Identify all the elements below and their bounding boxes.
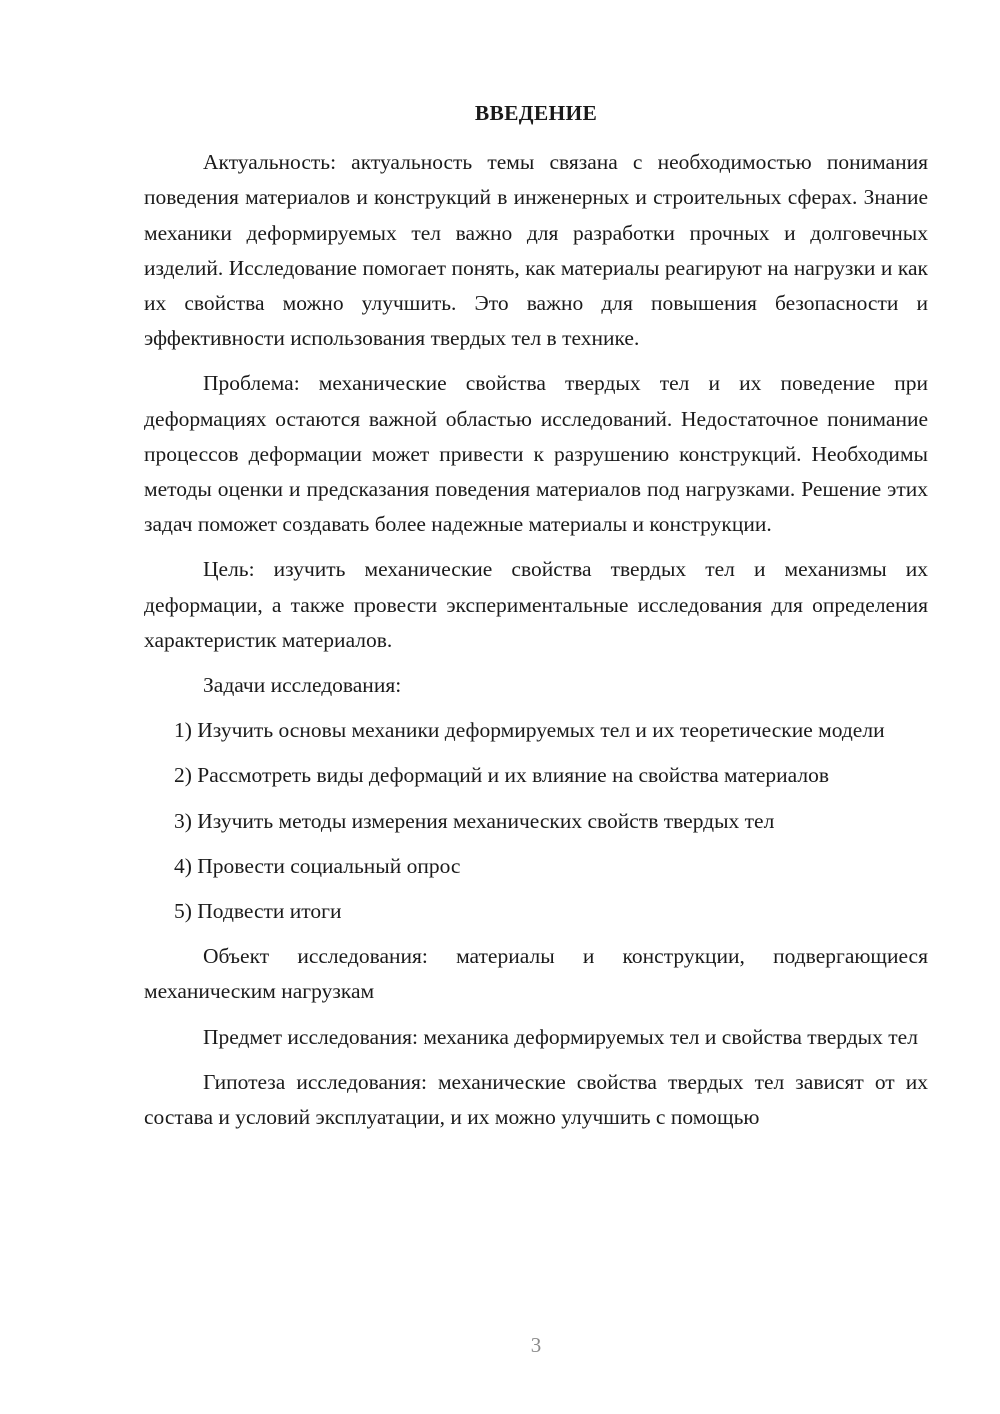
task-item: 2) Рассмотреть виды деформаций и их влияние на свойства материалов	[174, 763, 830, 788]
paragraph-problem: Проблема: механические свойства твердых тел и их поведение при деформациях остаются важной областью исследований. Недостаточное понимание процессов деформации может привести к разрушению конструкций. Необходимы методы оценки и предсказания поведения материалов под нагрузками. Решение этих задач поможет создавать более надежные материалы и конструкции.	[144, 371, 928, 537]
page-number: 3	[530, 1333, 542, 1357]
task-item: 3) Изучить методы измерения механических свойств твердых тел	[174, 808, 775, 833]
tasks-heading: Задачи исследования:	[203, 673, 402, 698]
paragraph-subject: Предмет исследования: механика деформируемых тел и свойства твердых тел	[203, 1024, 918, 1049]
task-item: 4) Провести социальный опрос	[174, 853, 461, 878]
paragraph-relevance: Актуальность: актуальность темы связана с необходимостью понимания поведения материалов и конструкций в инженерных и строительных сферах. Знание механики деформируемых тел важно для разработки прочных и долговечных изделий. Исследование помогает понять, как материалы реагируют на нагрузки и как их свойства можно улучшить. Это важно для повышения безопасности и эффективности использования твердых тел в технике.	[144, 150, 928, 351]
paragraph-hypothesis: Гипотеза исследования: механические свойства твердых тел зависят от их состава и условий эксплуатации, и их можно улучшить с помощью	[144, 1069, 928, 1130]
page-title: ВВЕДЕНИЕ	[474, 101, 598, 125]
paragraph-object: Объект исследования: материалы и конструкции, подвергающиеся механическим нагрузкам	[144, 944, 928, 1004]
paragraph-goal: Цель: изучить механические свойства твердых тел и механизмы их деформации, а также провести экспериментальные исследования для определения характеристик материалов.	[144, 557, 928, 652]
page-content	[144, 96, 928, 1145]
task-item: 5) Подвести итоги	[174, 899, 342, 924]
task-item: 1) Изучить основы механики деформируемых тел и их теоретические модели	[174, 718, 885, 743]
